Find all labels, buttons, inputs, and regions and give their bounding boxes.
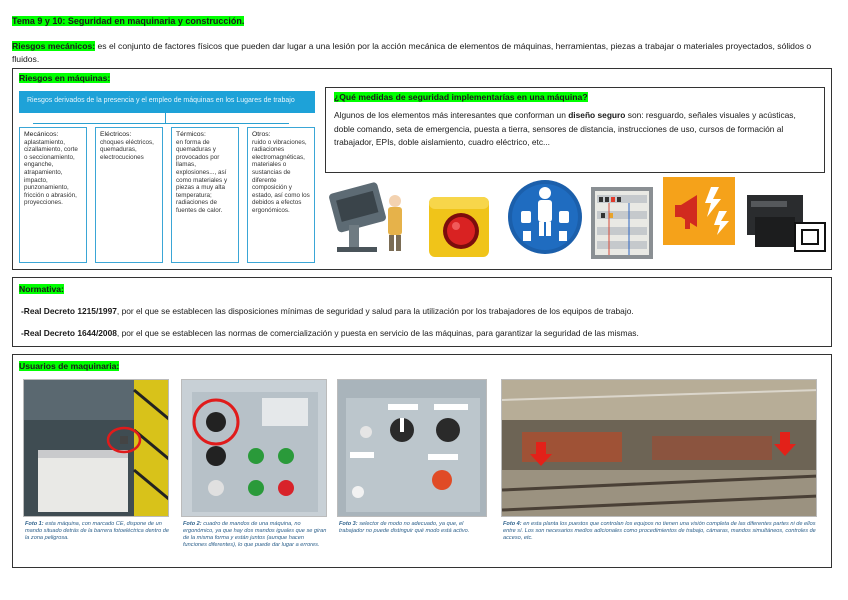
riesgos-section [12, 68, 832, 270]
emergency-stop-button-image [423, 181, 495, 261]
intro-term: Riesgos mecánicos: [12, 41, 96, 51]
risk-column-electricos: Eléctricos: choques eléctricos, quemaduras, electrocuciones [95, 127, 163, 263]
normativa-section [12, 277, 832, 347]
risk-column-mecanicos: Mecánicos: aplastamiento, cizallamiento, corte o seccionamiento, enganche, atrapamiento, impacto, punzonamiento, fricción o abrasión, proyecciones. [19, 127, 87, 263]
electrical-panel-image [589, 185, 655, 261]
risk-column-termicos: Térmicos: en forma de quemaduras y provocados por llamas, explosiones..., así como materiales y piezas a muy alta temperatura; radiaciones de fuentes de calor. [171, 127, 239, 263]
intro-text: es el conjunto de factores físicos que pueden dar lugar a una lesión por la acción mecánica de elementos de máquinas, herramientas, piezas a trabajar o materiales proyectados, sólidos o fluidos. [12, 41, 812, 64]
risk-column-otros: Otros: ruido o vibraciones, radiaciones electromagnéticas, materiales o sustancias de diferente composición y estado, así como los debidos a efectos ergonómicos. [247, 127, 315, 263]
medidas-heading: ¿Qué medidas de seguridad implementarías en una máquina? [334, 92, 588, 102]
photo-3 [337, 379, 487, 517]
page-title: Tema 9 y 10: Seguridad en maquinaria y construcción. [12, 16, 245, 26]
ppe-sign-image [505, 177, 585, 257]
risk-connector [33, 123, 289, 124]
photo-caption: Foto 4: en esta planta los puestos que controlan los equipos no tienen una visión completa de las diferentes partes ni de ellos entre sí. Los son necesarios medios adicionales como procedimientos de trabajo, cámaras, mandos simultáneos, controles de acceso, etc. [503, 521, 816, 541]
usuarios-section [12, 354, 832, 568]
photo-caption: Foto 1: esta máquina, con marcado CE, dispone de un mando situado detrás de la barrera fotoeléctrica dentro de la zona peligrosa. [25, 521, 169, 541]
intro-paragraph [12, 40, 812, 66]
risk-banner: Riesgos derivados de la presencia y el empleo de máquinas en los Lugares de trabajo [19, 91, 315, 113]
usuarios-heading: Usuarios de maquinaria: [19, 361, 120, 371]
riesgos-heading: Riesgos en máquinas: [19, 73, 111, 83]
photo-4 [501, 379, 817, 517]
photo-caption: Foto 2: cuadro de mandos de una máquina, no ergonómico, ya que hay dos mandos iguales que se giran de la misma forma y están juntos (aunque hacen funciones diferentes), lo que puede dar lugar a errores. [183, 521, 327, 548]
law-item: -Real Decreto 1644/2008, por el que se establecen las normas de comercialización y puesta en servicio de las máquinas, para garantizar la seguridad de las mismas. [21, 328, 639, 338]
medidas-box [325, 87, 825, 173]
normativa-heading: Normativa: [19, 284, 64, 294]
acoustic-signal-image [663, 177, 735, 245]
medidas-text: Algunos de los elementos más interesantes que conforman un diseño seguro son: resguardo, señales visuales y acústicas, doble comando, seta de emergencia, puesta a tierra, sensores de distancia, instrucciones de uso, cursos de formación al trabajador, EPIs, doble aislamiento, cuadro eléctrico, etc... [334, 110, 796, 147]
photo-2 [181, 379, 327, 517]
photo-caption: Foto 3: selector de modo no adecuado, ya que, el trabajador no puede distinguir qué modo está activo. [339, 521, 470, 534]
distance-sensor-image [741, 187, 829, 265]
risk-connector [165, 113, 166, 123]
machine-guard-illustration [329, 179, 411, 255]
photo-1 [23, 379, 169, 517]
law-item: -Real Decreto 1215/1997, por el que se establecen las disposiciones mínimas de seguridad y salud para la utilización por los trabajadores de los equipos de trabajo. [21, 306, 634, 316]
